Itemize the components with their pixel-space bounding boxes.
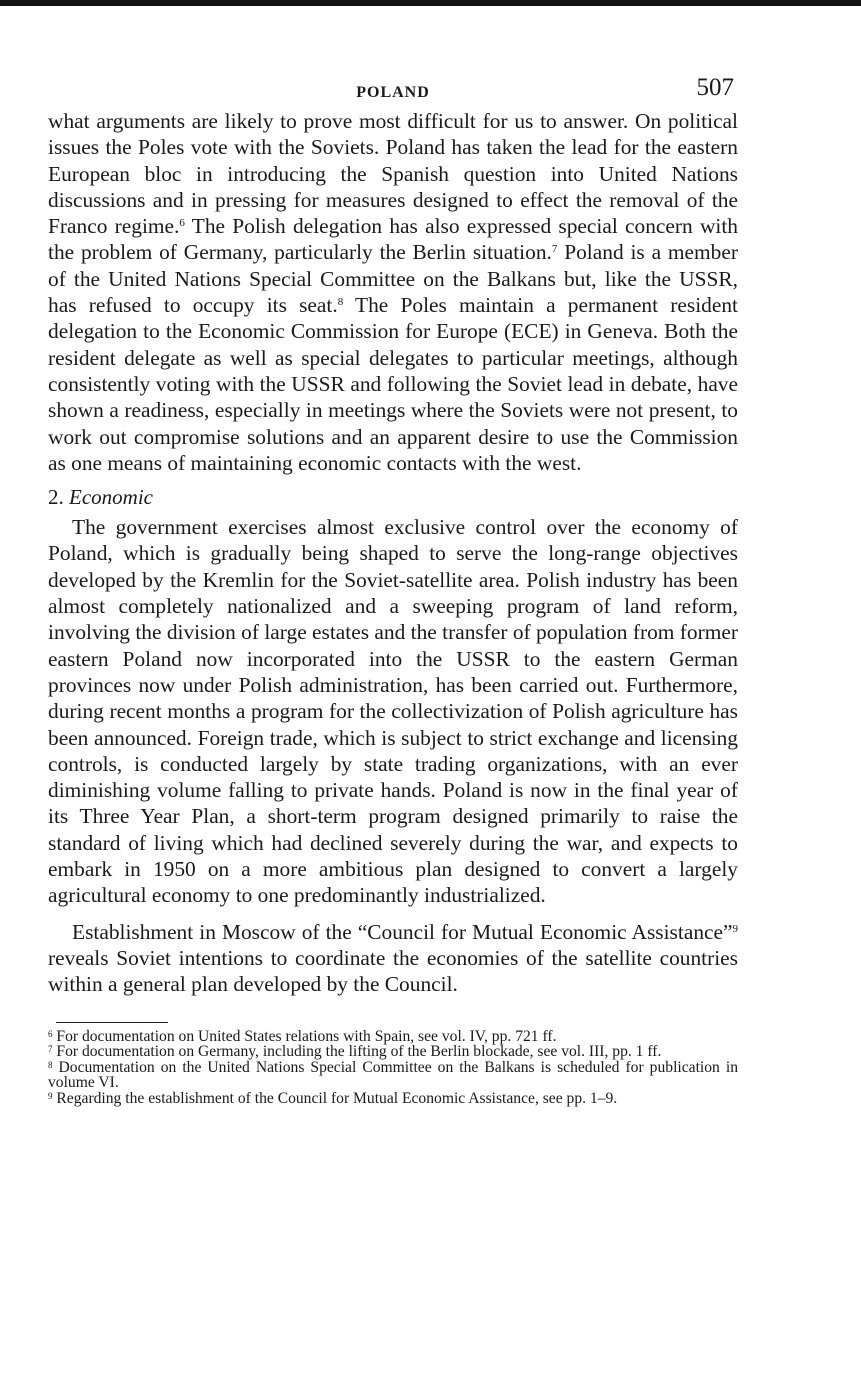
footnote-marker: 8 bbox=[48, 1059, 53, 1070]
section-heading-economic bbox=[48, 484, 738, 510]
footnote-7 bbox=[48, 1044, 738, 1060]
footnotes bbox=[48, 1029, 738, 1107]
footnote-marker: 7 bbox=[48, 1044, 53, 1054]
footnote-ref-7[interactable]: 7 bbox=[551, 243, 558, 256]
footnote-8 bbox=[48, 1060, 738, 1091]
footnote-marker: 6 bbox=[48, 1028, 53, 1039]
footnote-text: For documentation on Germany, including the lifting of the Berlin blockade, see vol. III, pp. 1 ff. bbox=[52, 1043, 662, 1060]
paragraph-council bbox=[48, 919, 738, 998]
footnote-6 bbox=[48, 1029, 738, 1045]
footnote-ref-8[interactable]: 8 bbox=[337, 296, 344, 309]
section-number: 2. bbox=[48, 485, 69, 510]
section-title: Economic bbox=[69, 485, 153, 510]
paragraph-text: Establishment in Moscow of the “Council for Mutual Economic Assistance” bbox=[72, 919, 733, 944]
paragraph-text: The Polish delegation has also expressed special concern with the problem of Germany, particularly the Berlin situation. bbox=[48, 214, 738, 265]
page-top-border bbox=[0, 0, 861, 6]
paragraph-political-issues bbox=[48, 108, 738, 476]
page-number: 507 bbox=[696, 74, 734, 101]
footnote-9 bbox=[48, 1091, 738, 1107]
paragraph-text: reveals Soviet intentions to coordinate the economies of the satellite countries within a general plan developed by the Council. bbox=[48, 945, 738, 997]
paragraph-text: what arguments are likely to prove most difficult for us to answer. On political issues the Poles vote with the Soviets. Poland has taken the lead for the eastern European bloc in introducing the Spanish question into United Nations discussions and in pressing for measures designed to effect the removal of the Franco regime. bbox=[48, 109, 738, 239]
paragraph-text: The Poles maintain a permanent resident delegation to the Economic Commission for Europe (ECE) in Geneva. Both the resident delegate as well as special delegates to particular meetings, although consistently voting with the USSR and following the Soviet lead in debate, have shown a readiness, especially in meetings where the Soviets were not present, to work out compromise solutions and an apparent desire to use the Commission as one means of maintaining economic contacts with the west. bbox=[48, 293, 738, 475]
running-title: POLAND bbox=[356, 84, 430, 101]
footnote-text: For documentation on United States relations with Spain, see vol. IV, pp. 721 ff. bbox=[52, 1027, 557, 1045]
footnote-ref-9[interactable]: 9 bbox=[732, 922, 738, 935]
paragraph-text: Poland is a member of the United Nations Special Committee on the Balkans but, like the USSR, has refused to occupy its seat. bbox=[48, 240, 738, 318]
footnote-divider bbox=[56, 1022, 168, 1023]
footnote-ref-6[interactable]: 6 bbox=[179, 217, 185, 230]
footnote-text: Regarding the establishment of the Council for Mutual Economic Assistance, see pp. 1–9. bbox=[52, 1089, 618, 1107]
footnote-marker: 9 bbox=[48, 1090, 53, 1101]
footnote-text: Documentation on the United Nations Special Committee on the Balkans is scheduled for publication in volume VI. bbox=[48, 1058, 738, 1091]
document-page bbox=[48, 74, 738, 1106]
running-header bbox=[48, 74, 738, 108]
paragraph-economy: The government exercises almost exclusive control over the economy of Poland, which is gradually being shaped to serve the long-range objectives developed by the Kremlin for the Soviet-satellite area. Polish industry has been almost completely nationalized and a sweeping program of land reform, involving the division of large estates and the transfer of population from former eastern Poland now incorporated into the USSR to the eastern German provinces now under Polish administration, has been carried out. Furthermore, during recent months a program for the collectivization of Polish agriculture has been announced. Foreign trade, which is subject to strict exchange and licensing controls, is conducted largely by state trading organizations, with an ever diminishing volume falling to private hands. Poland is now in the final year of its Three Year Plan, a short-term program designed primarily to raise the standard of living which had declined severely during the war, and expects to embark in 1950 on a more ambitious plan designed to convert a largely agricultural economy to one predominantly industrialized. bbox=[48, 515, 738, 908]
